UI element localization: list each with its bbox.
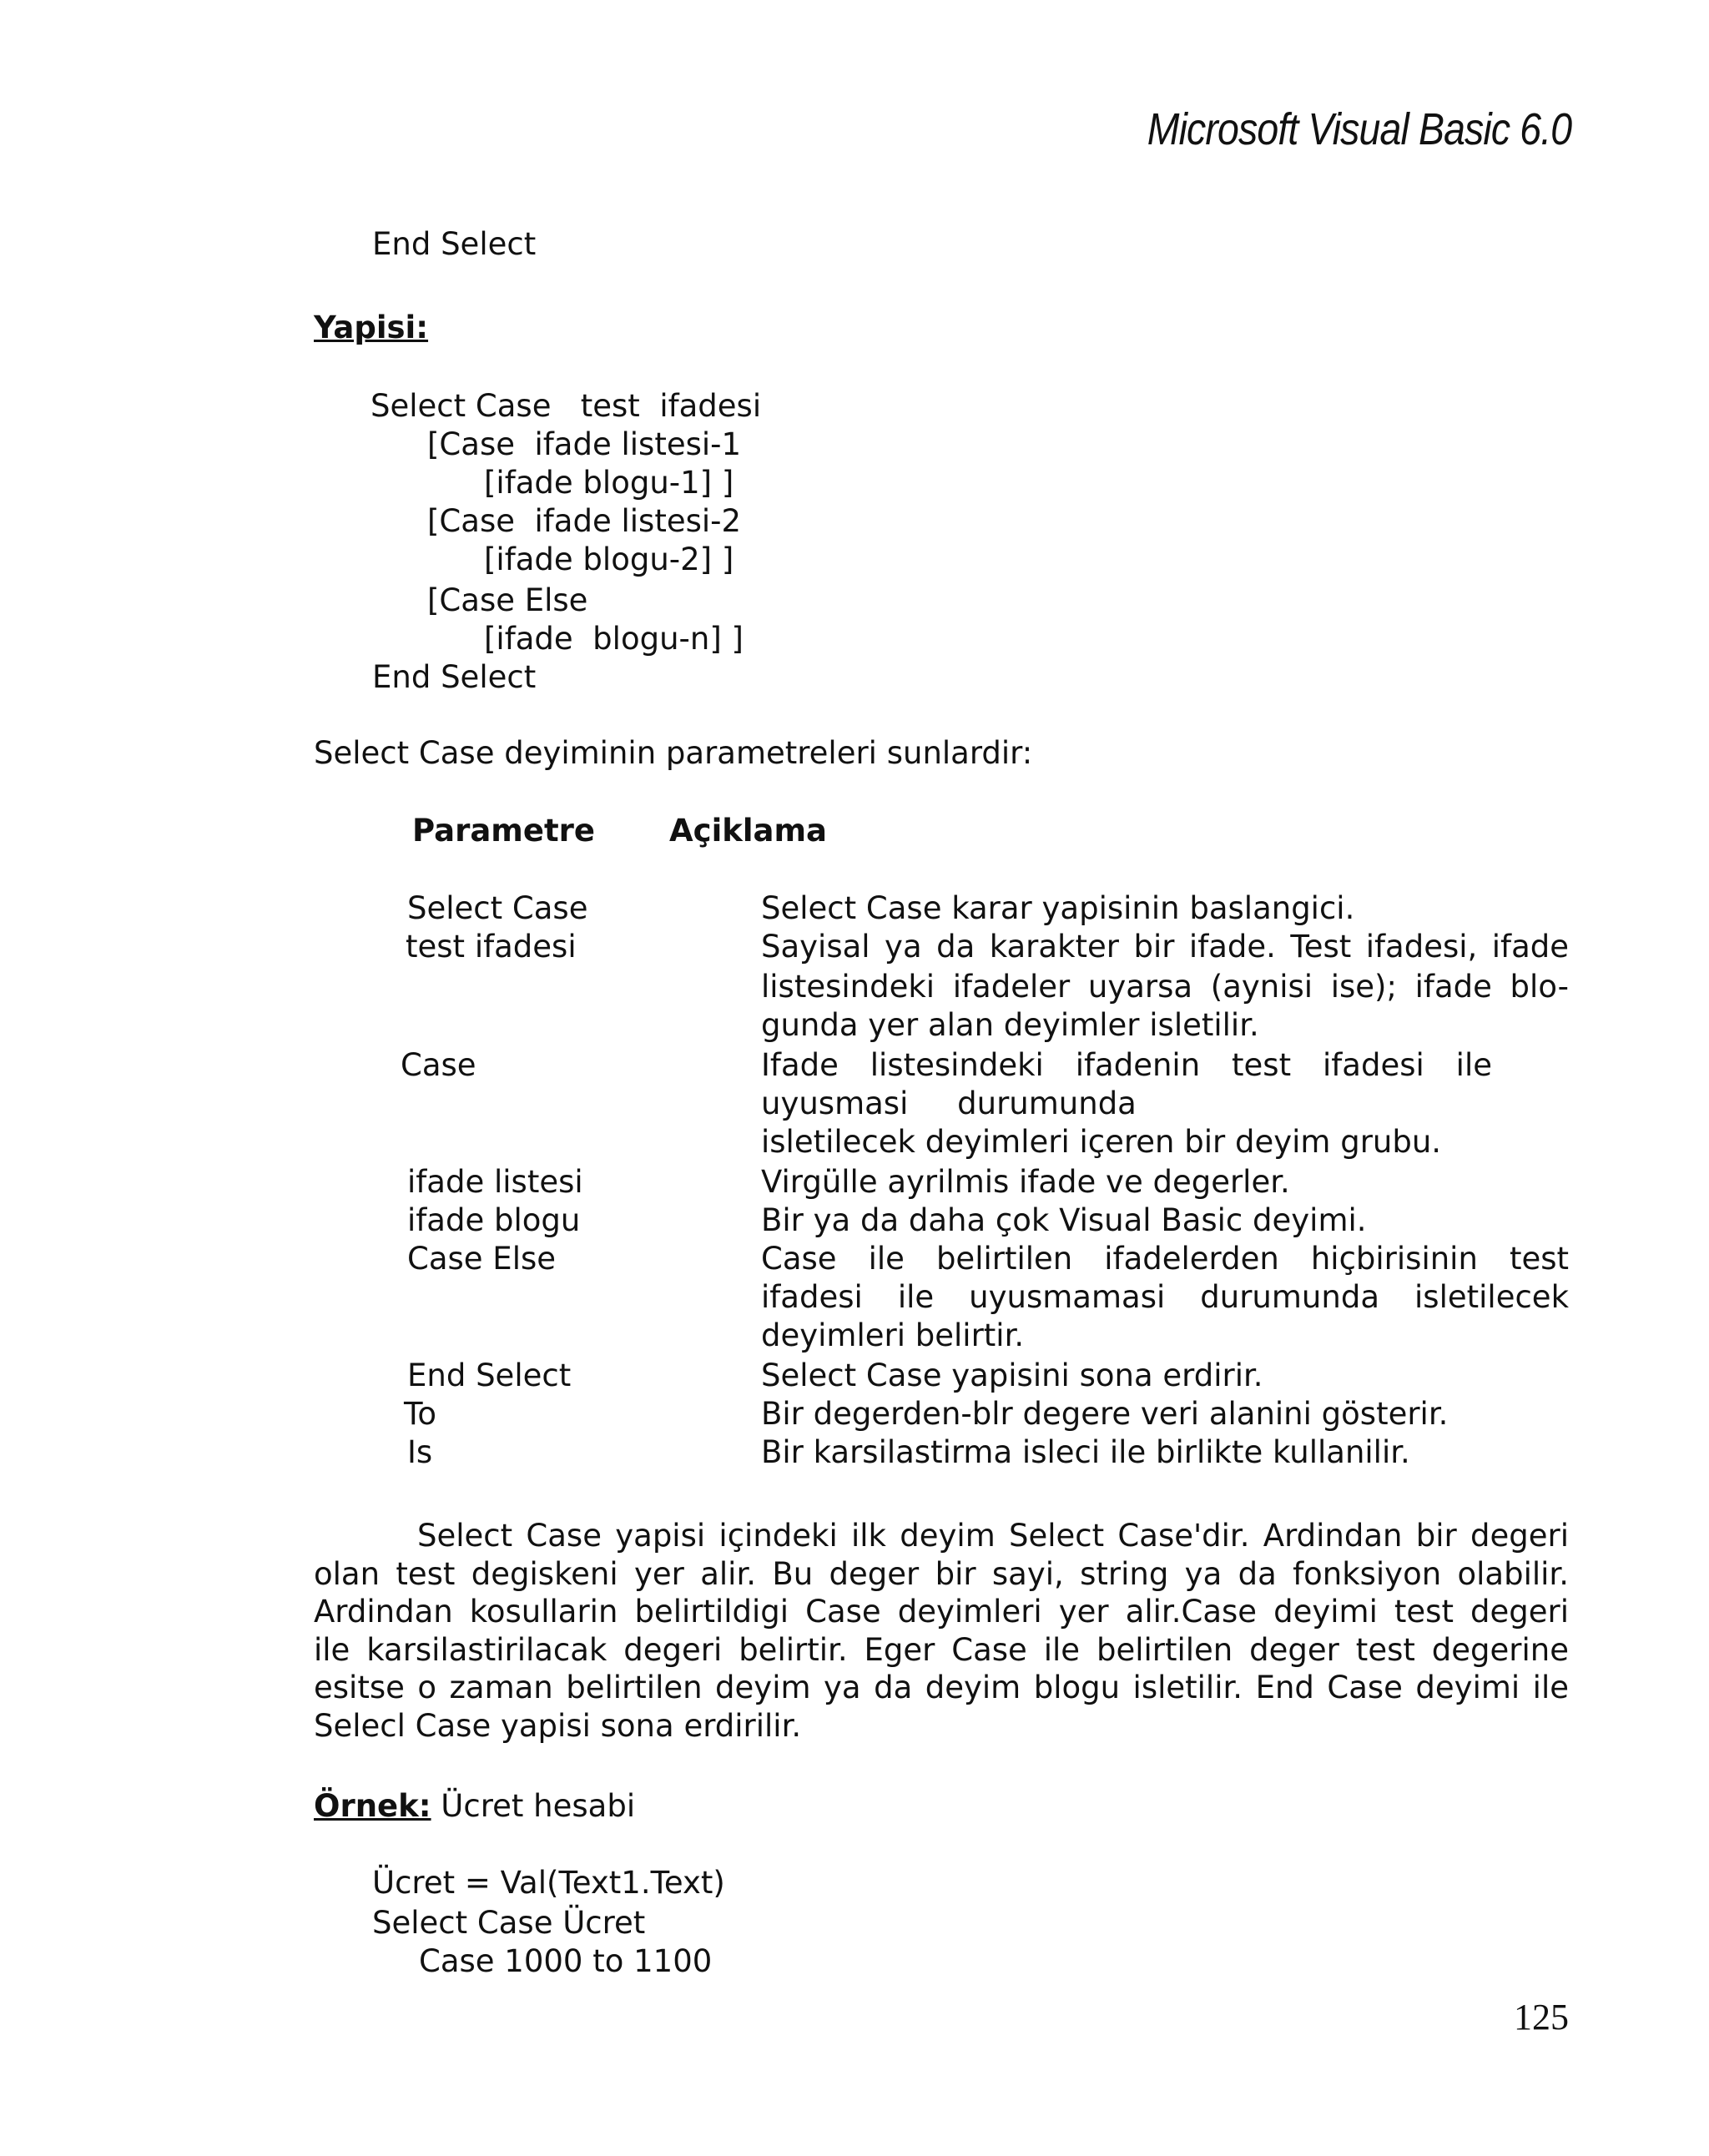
param-description xyxy=(761,1433,1569,1472)
body-paragraph xyxy=(314,1517,1569,1745)
section-heading-syntax: Yapisi: xyxy=(314,310,429,345)
param-description xyxy=(761,1240,1569,1355)
paragraph-line: Selecl Case yapisi sona erdirilir. xyxy=(314,1707,802,1744)
param-name: test ifadesi xyxy=(406,929,577,965)
desc-line: Ifade listesindeki ifadenin test ifadesi ile xyxy=(761,1047,1492,1083)
param-name: ifade blogu xyxy=(407,1202,581,1238)
desc-line: Virgülle ayrilmis ifade ve degerler. xyxy=(761,1164,1290,1200)
code-line: End Select xyxy=(372,226,537,262)
syntax-line: [ifade blogu-n] ] xyxy=(484,621,744,657)
paragraph-line: Select Case yapisi içindeki ilk deyim Select Case'dir. Ardindan bir degeri xyxy=(417,1518,1569,1554)
code-line: Ücret = Val(Text1.Text) xyxy=(372,1865,725,1901)
syntax-line: [Case Else xyxy=(427,582,588,618)
syntax-line: [Case ifade listesi-1 xyxy=(427,426,742,462)
param-name: End Select xyxy=(407,1358,572,1393)
param-name: Select Case xyxy=(407,890,588,926)
syntax-line: [ifade blogu-1] ] xyxy=(484,465,734,501)
table-header-description: Açiklama xyxy=(669,813,828,849)
param-description xyxy=(761,1395,1569,1433)
code-line: Case 1000 to 1100 xyxy=(419,1943,713,1979)
param-name: ifade listesi xyxy=(407,1164,583,1200)
desc-line: gunda yer alan deyimler isletilir. xyxy=(761,1007,1259,1043)
desc-line: ifadesi ile uyusmamasi durumunda isletilecek xyxy=(761,1279,1569,1315)
desc-line: Bir ya da daha çok Visual Basic deyimi. xyxy=(761,1202,1367,1238)
desc-line: uyusmasi durumunda xyxy=(761,1086,1137,1121)
intro-text: Select Case deyiminin parametreleri sunlardir: xyxy=(314,735,1033,771)
syntax-line: [ifade blogu-2] ] xyxy=(484,542,734,577)
syntax-line: Select Case test ifadesi xyxy=(371,388,762,424)
param-name: To xyxy=(404,1396,436,1432)
paragraph-line: Ardindan kosullarin belirtildigi Case deyimleri yer alir.Case deyimi test degeri xyxy=(314,1594,1569,1630)
table-header-parameter: Parametre xyxy=(412,813,595,849)
param-description xyxy=(761,1046,1569,1161)
param-description xyxy=(761,1163,1569,1201)
param-description xyxy=(761,928,1569,1045)
running-header: Microsoft Visual Basic 6.0 xyxy=(1147,104,1571,154)
code-line: Select Case Ücret xyxy=(372,1905,646,1941)
paragraph-line: olan test degiskeni yer alir. Bu deger bir sayi, string ya da fonksiyon olabilir. xyxy=(314,1555,1569,1592)
desc-line: Select Case yapisini sona erdirir. xyxy=(761,1358,1263,1393)
example-label: Örnek: xyxy=(314,1788,431,1824)
desc-line: Bir degerden-blr degere veri alanini gösterir. xyxy=(761,1396,1449,1432)
desc-line: deyimleri belirtir. xyxy=(761,1317,1025,1353)
param-name: Case xyxy=(401,1047,476,1083)
syntax-line: End Select xyxy=(372,659,537,695)
param-description xyxy=(761,889,1569,928)
param-name: Case Else xyxy=(407,1241,557,1277)
desc-line: Bir karsilastirma isleci ile birlikte kullanilir. xyxy=(761,1434,1410,1470)
desc-line: Select Case karar yapisinin baslangici. xyxy=(761,890,1355,926)
desc-line: isletilecek deyimleri içeren bir deyim grubu. xyxy=(761,1124,1442,1160)
example-heading xyxy=(314,1787,635,1826)
page-number: 125 xyxy=(1514,1997,1569,2038)
syntax-line: [Case ifade listesi-2 xyxy=(427,503,742,539)
paragraph-line: ile karsilastirilacak degeri belirtir. Eger Case ile belirtilen deger test degerine xyxy=(314,1631,1569,1668)
param-description xyxy=(761,1201,1569,1240)
desc-line: Case ile belirtilen ifadelerden hiçbirisinin test xyxy=(761,1241,1569,1277)
param-description xyxy=(761,1357,1569,1395)
paragraph-line: esitse o zaman belirtilen deyim ya da deyim blogu isletilir. End Case deyimi ile xyxy=(314,1670,1569,1705)
desc-line: Sayisal ya da karakter bir ifade. Test ifadesi, ifade xyxy=(761,929,1569,965)
param-name: Is xyxy=(407,1434,433,1470)
desc-line: listesindeki ifadeler uyarsa (aynisi ise); ifade blo- xyxy=(761,969,1569,1005)
example-title: Ücret hesabi xyxy=(431,1788,636,1824)
